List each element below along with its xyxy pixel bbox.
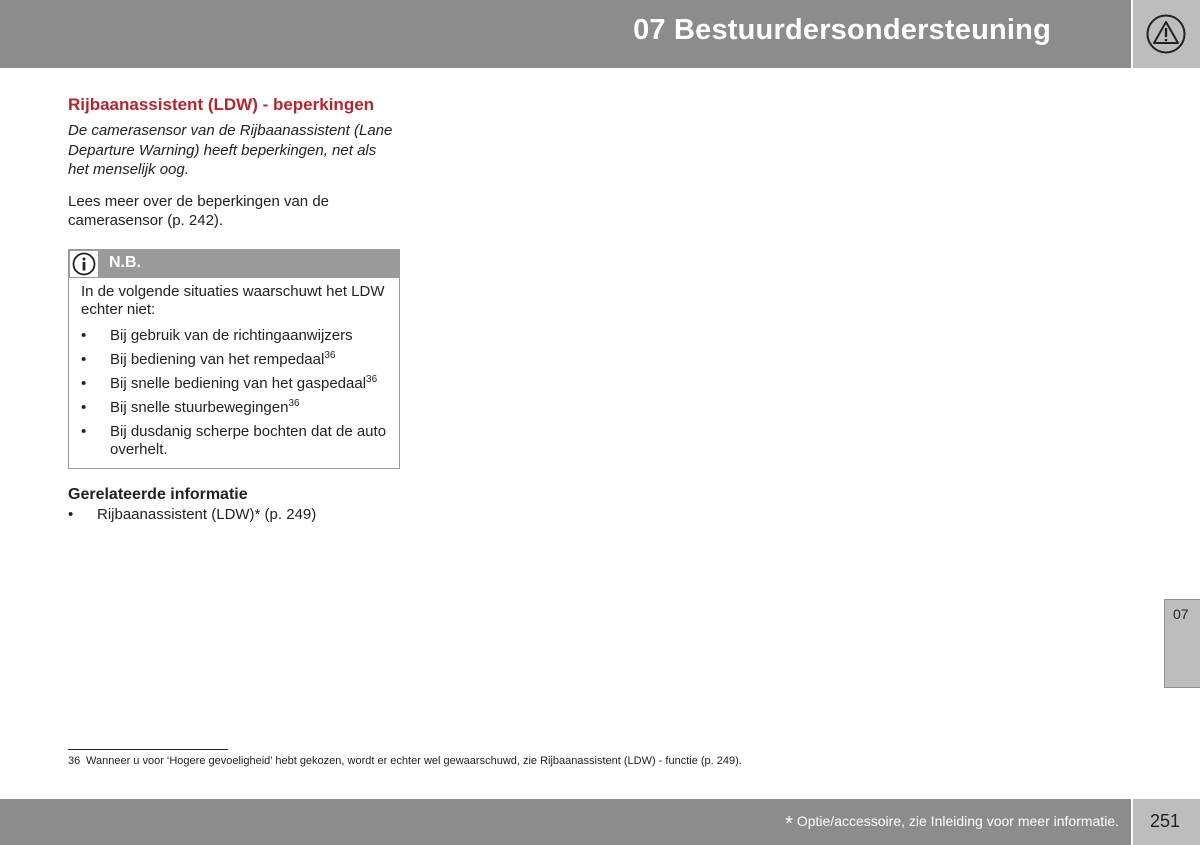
- list-item-text: Bij snelle bediening van het gaspedaal: [110, 374, 367, 392]
- footnote-ref: 36: [366, 373, 378, 385]
- footer-note: [785, 813, 1119, 836]
- related-title: Gerelateerde informatie: [68, 485, 248, 503]
- related-link[interactable]: [68, 505, 400, 524]
- bullet: •: [81, 422, 87, 440]
- page-number: 251: [1150, 811, 1181, 831]
- footer-note-text: Optie/accessoire, zie Inleiding voor meer informatie.: [796, 813, 1119, 829]
- chapter-tab-label: 07: [1173, 606, 1189, 622]
- list-item-text: Bij gebruik van de richtingaanwijzers: [110, 326, 353, 344]
- footnote-divider: [68, 749, 228, 750]
- note-icon-wrap: [70, 251, 98, 277]
- main-content: [68, 95, 400, 524]
- footnote-number: 36: [68, 755, 81, 767]
- bullet: •: [81, 374, 87, 392]
- warning-triangle-icon: [1145, 14, 1187, 54]
- list-item-text: Bij bediening van het rempedaal: [110, 350, 325, 368]
- note-body: [69, 278, 399, 468]
- header-bar: [0, 0, 1131, 68]
- footnote-ref: 36: [324, 349, 336, 361]
- list-item: [81, 351, 387, 369]
- star-icon: *: [785, 813, 793, 835]
- section-intro: De camerasensor van de Rijbaanassistent (Lane Departure Warning) heeft beperkingen, net als het menselijk oog.: [68, 122, 393, 178]
- header-icon-box: [1133, 0, 1200, 68]
- list-item: [81, 375, 387, 393]
- note-label: N.B.: [109, 253, 141, 271]
- bullet: •: [81, 350, 87, 368]
- bullet: •: [81, 326, 87, 344]
- list-item-text: Bij snelle stuurbewegingen: [110, 398, 289, 416]
- chapter-tab[interactable]: [1164, 599, 1200, 688]
- info-icon: [72, 252, 96, 276]
- bullet: •: [68, 505, 74, 523]
- footnote-ref: 36: [288, 397, 300, 409]
- bullet: •: [81, 398, 87, 416]
- list-item: [81, 423, 387, 459]
- list-item: [81, 327, 387, 345]
- related-link-text[interactable]: Rijbaanassistent (LDW)* (p. 249): [97, 505, 317, 523]
- section-paragraph: Lees meer over de beperkingen van de camerasensor (p. 242).: [68, 192, 330, 229]
- list-item-text: Bij dusdanig scherpe bochten dat de auto overhelt.: [110, 422, 387, 458]
- list-item: [81, 399, 387, 417]
- footnote-text: Wanneer u voor ‘Hogere gevoeligheid’ hebt gekozen, wordt er echter wel gewaarschuwd, zie Rijbaanassistent (LDW) - functie (p. 249).: [86, 755, 742, 767]
- note-intro: In de volgende situaties waarschuwt het LDW echter niet:: [81, 282, 385, 318]
- footnote: [68, 755, 742, 767]
- section-title: Rijbaanassistent (LDW) - beperkingen: [68, 95, 375, 114]
- footer-bar: [0, 799, 1131, 845]
- note-header: [69, 250, 399, 278]
- page-number-box: [1133, 799, 1200, 845]
- chapter-title: 07 Bestuurdersondersteuning: [633, 14, 1051, 46]
- note-box: [68, 249, 400, 469]
- note-list: [81, 327, 387, 459]
